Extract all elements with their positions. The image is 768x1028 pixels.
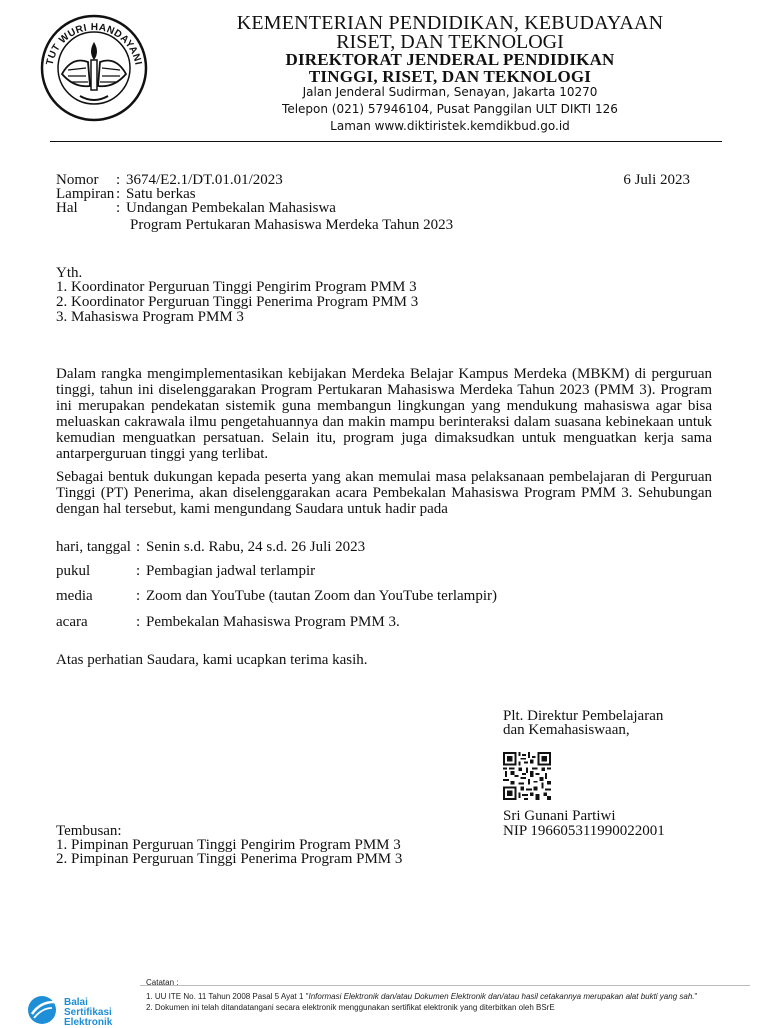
hal-label: Hal [56,200,78,216]
nomor-label: Nomor [56,172,99,188]
lampiran-colon: : [116,186,121,202]
event-label-agenda: acara [56,614,88,630]
hal-value-line1: Undangan Pembekalan Mahasiswa [126,200,336,216]
salutation: Yth. [56,265,83,281]
website-line: Laman www.diktiristek.kemdikbud.go.id [330,119,570,133]
footer-note-1: 1. UU ITE No. 11 Tahun 2008 Pasal 5 Ayat 1 "Informasi Elektronik dan/atau Dokumen Elektronik dan/atau hasil cetakannya merupakan alat bukti yang sah." [146,992,698,1001]
event-colon: : [136,539,141,555]
signatory-name: Sri Gunani Partiwi [503,808,616,824]
bsre-logo-text: Balai Sertifikasi Elektronik [64,997,113,1028]
footer-divider [140,985,750,986]
event-colon: : [136,563,141,579]
hal-colon: : [116,200,121,216]
svg-text:TUT WURI HANDAYANI: TUT WURI HANDAYANI [44,21,144,67]
body-paragraph-1: Dalam rangka mengimplementasikan kebijakan Merdeka Belajar Kampus Merdeka (MBKM) di perguruan tinggi, tahun ini diselenggarakan Program Pertukaran Mahasiswa Merdeka Tahun 2023 (PMM 3). Program ini merupakan pendekatan sistemik guna membangun lingkungan yang mendukung mahasiswa agar bisa meluaskan cakrawala ilmu pengetahuannya dan makin mampu berinteraksi dalam suasana kebinekaan untuk kemudian menguatkan persatuan. Selain itu, program juga dimaksudkan untuk menguatkan kerja sama antarperguruan tinggi yang terlibat. [56,366,712,462]
event-value-date: Senin s.d. Rabu, 24 s.d. 26 Juli 2023 [146,539,366,555]
tut-wuri-handayani-logo [38,12,150,124]
closing-sentence: Atas perhatian Saudara, kami ucapkan terima kasih. [56,652,368,668]
recipient-item: 2. Koordinator Perguruan Tinggi Penerima Program PMM 3 [56,294,419,310]
bsre-logo-icon [26,992,60,1024]
footer-note-2: 2. Dokumen ini telah ditandatangani secara elektronik menggunakan sertifikat elektronik yang diterbitkan oleh BSrE [146,1003,555,1012]
directorate-name-line2: TINGGI, RISET, DAN TEKNOLOGI [308,67,592,86]
body-paragraph-2: Sebagai bentuk dukungan kepada peserta yang akan memulai masa pelaksanaan pembelajaran di Perguruan Tinggi (PT) Penerima, akan diselenggarakan acara Pembekalan Mahasiswa Program PMM 3. Sehubungan dengan hal tersebut, kami mengundang Saudara untuk hadir pada [56,469,712,517]
ministry-name-line1: KEMENTERIAN PENDIDIKAN, KEBUDAYAAN [236,12,664,34]
phone-line: Telepon (021) 57946104, Pusat Panggilan ULT DIKTI 126 [282,102,618,116]
cc-item: 2. Pimpinan Perguruan Tinggi Penerima Program PMM 3 [56,851,403,867]
ministry-name-line2: RISET, DAN TEKNOLOGI [336,31,564,53]
event-label-date: hari, tanggal [56,539,131,555]
directorate-name-line1: DIREKTORAT JENDERAL PENDIDIKAN [285,50,615,69]
recipient-item: 3. Mahasiswa Program PMM 3 [56,309,244,325]
cc-item: 1. Pimpinan Perguruan Tinggi Pengirim Program PMM 3 [56,837,401,853]
lampiran-label: Lampiran [56,186,115,202]
hal-value-line2: Program Pertukaran Mahasiswa Merdeka Tahun 2023 [130,217,454,233]
event-colon: : [136,588,141,604]
event-value-agenda: Pembekalan Mahasiswa Program PMM 3. [146,614,400,630]
address-line: Jalan Jenderal Sudirman, Senayan, Jakarta 10270 [302,85,598,99]
event-colon: : [136,614,141,630]
event-value-media: Zoom dan YouTube (tautan Zoom dan YouTube terlampir) [146,588,497,604]
signature-qr-code [503,752,551,800]
event-label-media: media [56,588,93,604]
signatory-title-line1: Plt. Direktur Pembelajaran [503,708,664,724]
event-label-time: pukul [56,563,91,579]
recipient-item: 1. Koordinator Perguruan Tinggi Pengirim Program PMM 3 [56,279,417,295]
cc-label: Tembusan: [56,823,122,839]
lampiran-value: Satu berkas [126,186,196,202]
letter-date: 6 Juli 2023 [623,172,690,188]
nomor-value: 3674/E2.1/DT.01.01/2023 [126,172,283,188]
signatory-title-line2: dan Kemahasiswaan, [503,722,630,738]
letterhead-divider [50,141,722,142]
event-value-time: Pembagian jadwal terlampir [146,563,316,579]
footer-note-label: Catatan : [146,978,179,987]
signatory-nip: NIP 196605311990022001 [503,823,665,839]
nomor-colon: : [116,172,121,188]
